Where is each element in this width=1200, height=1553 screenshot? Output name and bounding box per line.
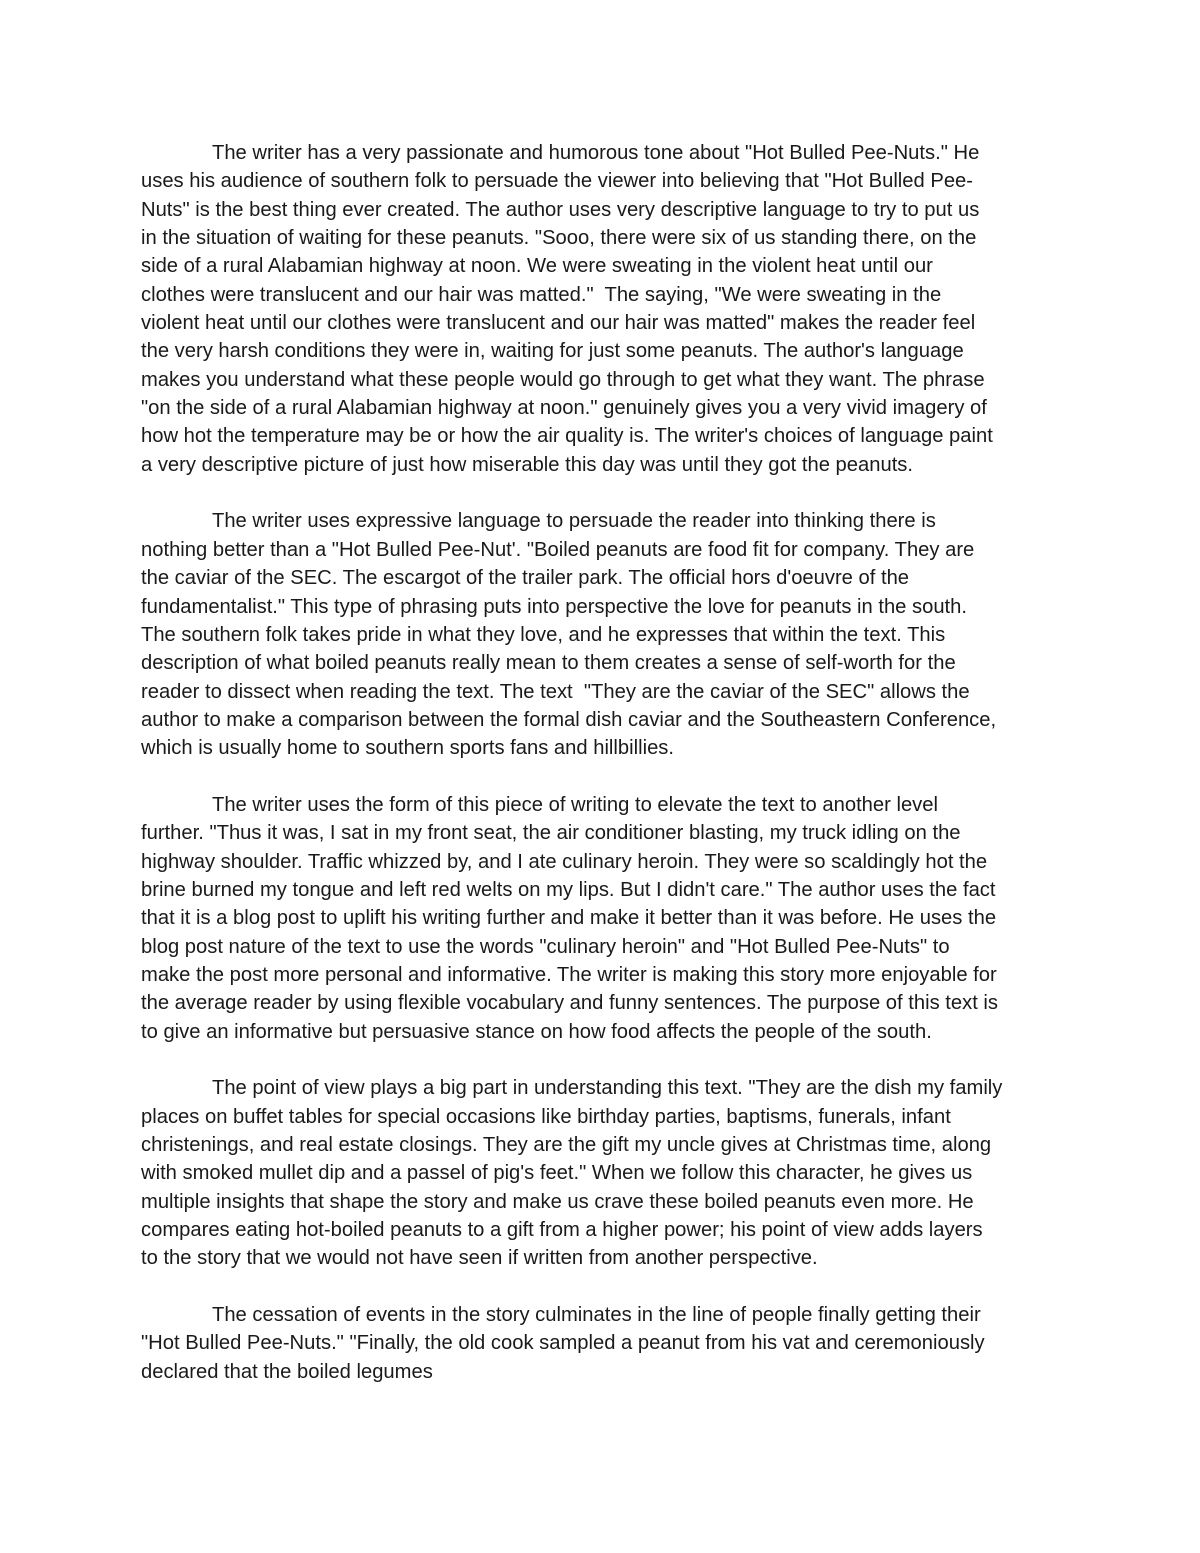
paragraph-line: a very descriptive picture of just how miserable this day was until they got the peanuts. <box>141 453 914 476</box>
paragraph-line: The writer uses expressive language to persuade the reader into thinking there is <box>212 510 936 533</box>
paragraph-line: the very harsh conditions they were in, waiting for just some peanuts. The author's language <box>141 340 964 363</box>
paragraph-line: christenings, and real estate closings. They are the gift my uncle gives at Christmas time, along <box>141 1134 992 1157</box>
paragraph-line: The writer has a very passionate and humorous tone about "Hot Bulled Pee-Nuts." He <box>212 142 980 164</box>
paragraph-spacer <box>141 763 1066 791</box>
paragraph-line: in the situation of waiting for these peanuts. "Sooo, there were six of us standing there, on the <box>141 227 977 250</box>
paragraph-line: "Hot Bulled Pee-Nuts." "Finally, the old cook sampled a peanut from his vat and ceremoniously <box>141 1332 985 1355</box>
paragraph-line: how hot the temperature may be or how the air quality is. The writer's choices of language paint <box>141 425 993 448</box>
paragraph-line: uses his audience of southern folk to persuade the viewer into believing that "Hot Bulled Pee- <box>141 170 973 193</box>
paragraph-line: the average reader by using flexible vocabulary and funny sentences. The purpose of this text is <box>141 992 998 1015</box>
paragraph-line: nothing better than a "Hot Bulled Pee-Nut'. "Boiled peanuts are food fit for company. They are <box>141 538 975 561</box>
paragraph <box>141 507 1066 762</box>
document-body <box>141 139 1066 1386</box>
paragraph-line: places on buffet tables for special occasions like birthday parties, baptisms, funerals, infant <box>141 1105 951 1128</box>
paragraph-line: makes you understand what these people would go through to get what they want. The phrase <box>141 368 985 391</box>
paragraph-line: multiple insights that shape the story and make us crave these boiled peanuts even more. He <box>141 1190 974 1213</box>
paragraph-spacer <box>141 1046 1066 1074</box>
paragraph-line: make the post more personal and informative. The writer is making this story more enjoyable for <box>141 963 997 986</box>
paragraph-line: The southern folk takes pride in what they love, and he expresses that within the text. This <box>141 623 946 646</box>
paragraph-line: that it is a blog post to uplift his writing further and make it better than it was before. He uses the <box>141 907 997 930</box>
paragraph-spacer <box>141 479 1066 507</box>
paragraph-line: compares eating hot-boiled peanuts to a gift from a higher power; his point of view adds layers <box>141 1219 983 1242</box>
paragraph-line: reader to dissect when reading the text. The text "They are the caviar of the SEC" allows the <box>141 680 970 703</box>
paragraph <box>141 139 1066 479</box>
paragraph-line: side of a rural Alabamian highway at noon. We were sweating in the violent heat until our <box>141 255 933 278</box>
paragraph-line: with smoked mullet dip and a passel of pig's feet." When we follow this character, he gives us <box>141 1162 973 1185</box>
paragraph-line: to the story that we would not have seen if written from another perspective. <box>141 1247 818 1270</box>
paragraph-line: author to make a comparison between the formal dish caviar and the Southeastern Conference, <box>141 708 997 731</box>
paragraph-spacer <box>141 1273 1066 1301</box>
paragraph-line: blog post nature of the text to use the words "culinary heroin" and "Hot Bulled Pee-Nuts" to <box>141 935 950 958</box>
paragraph-line: The writer uses the form of this piece of writing to elevate the text to another level <box>212 793 938 816</box>
paragraph-line: violent heat until our clothes were translucent and our hair was matted" makes the reader feel <box>141 312 976 335</box>
paragraph-line: the caviar of the SEC. The escargot of the trailer park. The official hors d'oeuvre of the <box>141 567 910 590</box>
paragraph-line: The cessation of events in the story culminates in the line of people finally getting their <box>212 1304 981 1327</box>
paragraph-line: fundamentalist." This type of phrasing puts into perspective the love for peanuts in the south. <box>141 595 968 618</box>
paragraph-line: description of what boiled peanuts really mean to them creates a sense of self-worth for the <box>141 652 956 675</box>
paragraph <box>141 1074 1066 1272</box>
paragraph-line: which is usually home to southern sports fans and hillbillies. <box>141 737 674 760</box>
paragraph <box>141 791 1066 1046</box>
paragraph <box>141 1301 1066 1386</box>
paragraph-line: declared that the boiled legumes <box>141 1360 433 1383</box>
paragraph-line: brine burned my tongue and left red welts on my lips. But I didn't care." The author uses the fact <box>141 878 996 901</box>
paragraph-line: "on the side of a rural Alabamian highway at noon." genuinely gives you a very vivid imagery of <box>141 397 987 420</box>
paragraph-line: further. "Thus it was, I sat in my front seat, the air conditioner blasting, my truck idling on the <box>141 822 961 845</box>
paragraph-line: to give an informative but persuasive stance on how food affects the people of the south. <box>141 1020 932 1043</box>
paragraph-line: Nuts" is the best thing ever created. The author uses very descriptive language to try to put us <box>141 198 980 221</box>
paragraph-line: The point of view plays a big part in understanding this text. "They are the dish my family <box>212 1077 1003 1100</box>
paragraph-line: clothes were translucent and our hair was matted." The saying, "We were sweating in the <box>141 283 942 306</box>
paragraph-line: highway shoulder. Traffic whizzed by, and I ate culinary heroin. They were so scaldingly hot the <box>141 850 988 873</box>
